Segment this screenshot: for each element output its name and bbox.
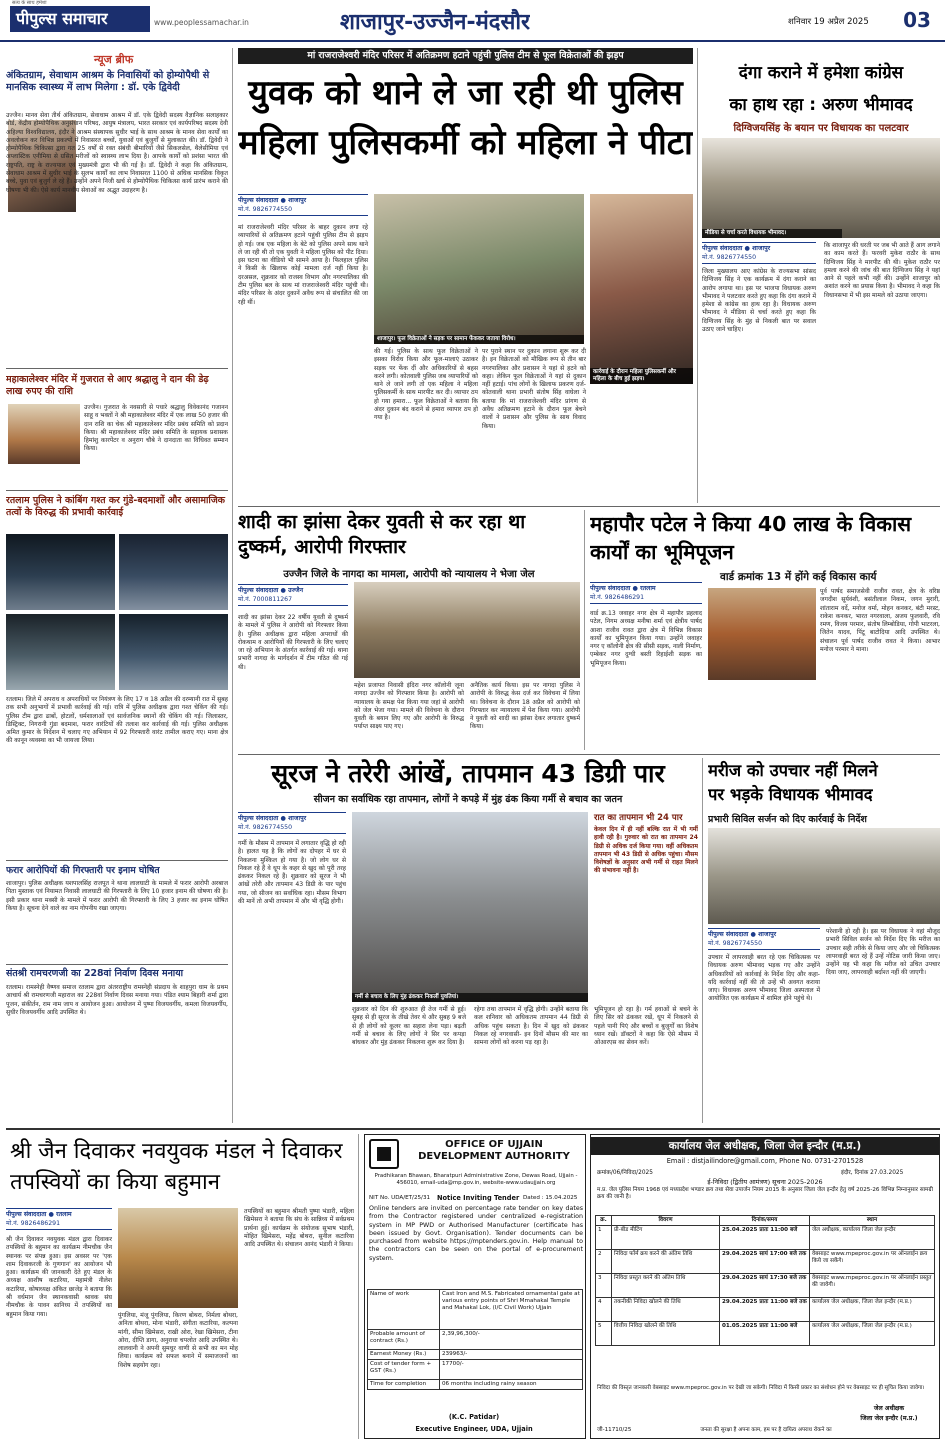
uda-signer: (K.C. Patidar) bbox=[448, 1413, 500, 1421]
jail-subtitle: ई-निविदा (द्वितीय आमंत्रण) सूचना 2025-2026 bbox=[707, 1178, 823, 1186]
mayor-byline-mobile: मो.नं. 9826486291 bbox=[590, 594, 645, 601]
brief-5-title: संतश्री रामचरणजी का 228वां निर्वाण दिवस मनाया bbox=[6, 968, 184, 979]
congress-story bbox=[702, 48, 940, 503]
heat-col-4: भूमिपूजन हो रहा है। गर्म हवाओं से बचने के लिए सिर को ढंककर रखें, धूप में निकलने से पहले पानी पिएं और बच्चों व बुजुर्गों का विशेष ध्यान रखें। डॉक्टरों ने कहा कि ऐसे मौसम में ओआरएस का सेवन करें। bbox=[594, 1006, 698, 1047]
donation-photo bbox=[8, 404, 80, 464]
jail-cell: 01.05.2025 प्रातः 11:00 बजे bbox=[720, 1322, 810, 1346]
jail-cell: 3 bbox=[596, 1274, 612, 1298]
heat-photo-caption: गर्मी से बचाव के लिए मुंह ढंककर निकलीं युवतियां। bbox=[352, 993, 588, 1002]
rape-byline bbox=[238, 584, 348, 606]
mayor-kicker: वार्ड क्रमांक 13 में होंगे कई विकास कार्य bbox=[720, 571, 877, 583]
jain-story bbox=[6, 1134, 354, 1439]
congress-byline-name: पीपुल्स संवाददाता ● शाजापुर bbox=[702, 245, 771, 252]
rape-photo bbox=[354, 582, 580, 678]
patient-photo bbox=[708, 828, 940, 924]
masthead-tag: सत्य के साथ हमेशा bbox=[12, 0, 47, 6]
lead-photo-market bbox=[374, 194, 584, 344]
jail-intro: म.प्र. जेल पुलिस नियम 1968 एवं मध्यप्रदेश भण्डार क्रय तथा सेवा उपार्जन नियम 2015 के अनुसार जिला जेल इन्दौर हेतु वर्ष 2025-26 विभिन्न निम्नानुसार सामग्री क्रय की जानी है। bbox=[597, 1187, 933, 1201]
jail-cell: 2 bbox=[596, 1250, 612, 1274]
heat-byline bbox=[238, 812, 346, 834]
police-patrol-photo-1 bbox=[6, 534, 115, 610]
jail-title: कार्यालय जेल अधीक्षक, जिला जेल इन्दौर (म.प्र.) bbox=[591, 1137, 939, 1155]
jail-header-cell: विवरण bbox=[612, 1216, 720, 1226]
uda-table-grid bbox=[367, 1289, 583, 1390]
rape-col-2: महेश प्रजापत निवासी इंदिरा नगर कॉलोनी जूना नागदा उज्जैन को गिरफ्तार किया है। आरोपी को न्यायालय के समक्ष पेश किया गया जहां से आरोपी को जेल भेजा गया। मामले की विवेचना के दौरान युवती के बयान लिए गए और आरोपी के विरुद्ध पर्याप्त साक्ष्य पाए गए। bbox=[354, 682, 464, 731]
news-brief-label: न्यूज ब्रीफ bbox=[94, 53, 134, 66]
lead-photo-women bbox=[590, 194, 693, 384]
lead-byline bbox=[238, 194, 368, 216]
uda-tender-ad bbox=[364, 1134, 586, 1439]
heat-story bbox=[238, 758, 698, 1123]
brief-1-title: अंकितग्राम, सेवाधाम आश्रम के निवासियों को होम्योपैथी से मानसिक स्वास्थ्य में लाभ मिलेगा : डॉ. एके द्विवेदी bbox=[6, 70, 210, 93]
uda-logo-mark bbox=[377, 1147, 391, 1161]
uda-row-value: 17700/- bbox=[440, 1360, 583, 1380]
uda-row-key: Time for completion bbox=[368, 1380, 440, 1390]
rape-kicker: उज्जैन जिले के नागदा का मामला, आरोपी को न्यायालय ने भेजा जेल bbox=[283, 569, 535, 580]
congress-col-1: जिला मुख्यालय आए कांग्रेस के राज्यसभा सांसद दिग्विजय सिंह ने एक कार्यक्रम में दंगा कराने का आरोप लगाया था। इस पर भाजपा विधायक अरुण भीमावद ने पलटवार करते हुए कहा कि दंगा कराने में हमेशा से कांग्रेस का हाथ रहा है। विधायक अरुण भीमावद ने मीडिया से चर्चा करते हुए कहा कि दिग्विजय सिंह के मुंह से निकली बात पर सवाल उठाए जाने चाहिए। bbox=[702, 268, 816, 334]
jail-code: जी-11710/25 bbox=[597, 1427, 632, 1433]
congress-col-2: कि शाजापुर की धरती पर जब भी आते हैं आग लगाने का काम करते हैं। फरवरी मुकेश राठौर के साथ दिग्विजय सिंह ने मारपीट की थी। मुकेश राठौर पर हमला करने की जांच की बात दिग्विजय सिंह ने यहां आने से पहले कभी नहीं की। उन्होंने शाजापुर को अशांत करने का प्रयास किया है। भीमावद ने कहा कि विधानसभा में भी इस मामले को उठाया जाएगा। bbox=[824, 242, 940, 299]
mayor-col-1: वार्ड क्र.13 जवाहर नगर क्षेत्र में महापौर प्रहलाद पटेल, निगम अध्यक्ष मनीषा शर्मा एवं क्षेत्रीय पार्षद आशा राजीव रावत द्वारा क्षेत्र में विभिन्न विकास कार्यों का भूमिपूजन किया गया। उन्होंने जवाहर नगर ए कॉलोनी क्षेत्र की सीसी सड़क, नाली निर्माण, एम्बेकर नगर दुग्धी बस्ती रिहाईशी सड़क का भूमिपूजन किया। bbox=[590, 610, 702, 667]
jail-ref: क्रमांक/06/निविदा/2025 bbox=[597, 1170, 653, 1176]
uda-row-key: Name of work bbox=[368, 1290, 440, 1330]
uda-row-value: 239963/- bbox=[440, 1350, 583, 1360]
uda-row-value: Cast Iron and M.S. Fabricated ornamental gate at various entry points of Shri Mmahakal Temple and Mahakal Lok, (I/C Civil Work) Ujjain bbox=[440, 1290, 583, 1330]
jail-table-row bbox=[596, 1322, 935, 1346]
uda-row bbox=[368, 1360, 583, 1380]
brief-2-body: उज्जैन। गुजरात के नवसारी से पधारे श्रद्धालु विवेकानंद गजानन साहू व भक्तों ने श्री महाकालेश्वर मंदिर में एक लाख 50 हजार की दान राशि का चेक श्री महाकालेश्वर मंदिर प्रबंध समिति को प्रदान किया। श्री महाकालेश्वर मंदिर प्रबंध समिति के सहायक प्रशासक हिमांशु कारपेंटर व अनुराग चौबे ने दानदाता का विधिवत सम्मान किया। bbox=[84, 404, 228, 453]
jail-slogan: जनता की सुरक्षा है अपना काम, हम पर है दायित्व अपराध रोकने का bbox=[700, 1427, 832, 1433]
jail-cell: तकनीकी निविदा खोलने की तिथि bbox=[612, 1298, 720, 1322]
uda-row bbox=[368, 1350, 583, 1360]
jail-tender-ad bbox=[590, 1134, 940, 1439]
jail-cell: 1 bbox=[596, 1226, 612, 1250]
jail-table bbox=[595, 1215, 935, 1346]
mayor-col-2: पूर्व पार्षद समाजसेवी राजीव रावत, क्षेत्र के वरिष्ठ जगदीश सूर्यवंशी, बसंतीलाल निकम, जगन मुरारी, शांताराम वर्दे, मनोज वर्मा, मोहन कनकर, बंटी मरस्ट, राकेश कनकर, भारत नगरवाला, अजय फुलवारी, रवि रमण, विजय परमार, संतोष लिम्बोडिया, गोपी भाटरला, जितेन यादव, पिंटू बाटोदिया आदि उपस्थित थे। संचालन पूर्व पार्षद राजीव रावत ने किया। आभार मनोज परमार ने माना। bbox=[820, 588, 940, 654]
jail-cell: वित्तीय निविदा खोलने की तिथि bbox=[612, 1322, 720, 1346]
uda-table bbox=[367, 1289, 583, 1390]
jail-cell: निविदा प्रस्तुत करने की अंतिम तिथि bbox=[612, 1274, 720, 1298]
news-brief-column bbox=[6, 48, 228, 1123]
jain-headline: श्री जैन दिवाकर नवयुवक मंडल ने दिवाकर तपस्वियों का किया बहुमान bbox=[10, 1139, 343, 1195]
page-number: 03 bbox=[903, 8, 931, 32]
congress-photo-caption: मीडिया से चर्चा करते विधायक भीमावद। bbox=[702, 229, 842, 238]
congress-byline bbox=[702, 242, 816, 264]
issue-date: शनिवार 19 अप्रैल 2025 bbox=[788, 17, 869, 27]
jail-table-header bbox=[596, 1216, 935, 1226]
jain-byline-mobile: मो.नं. 9826486291 bbox=[6, 1220, 61, 1227]
patient-byline bbox=[708, 928, 820, 950]
brief-1-body: उज्जैन। मानव सेवा तीर्थ अंकितग्राम, सेवाधाम आश्रम में डॉ. एके द्विवेदी सदस्य वैज्ञानिक सलाहकार बोर्ड, केंद्रीय होम्योपैथिक अनुसंधान परिषद, आयुष मंत्रालय, भारत सरकार एवं कार्यपरिषद सदस्य देवी अहिल्या विश्वविद्यालय, इंदौर ने आश्रम संस्थापक सुधीर भाई के साथ आश्रम के मानव सेवा कार्यों का अवलोकन कर विभिन्न प्रकल्पों में निवासरत बच्चों, युवाओं एवं बुजुर्गों से मुलाकात की। डॉ. द्विवेदी ने होम्योपैथिक चिकित्सा द्वारा गत 25 वर्षों से रक्त संबंधी बीमारियों जैसे सिकलसेल, थैलेसीमिया एवं अप्लास्टिक एनीमिया से ग्रसित मरीजों को स्वास्थ्य लाभ दिया है। आपके कार्यों को प्रशंसा भारत की राष्ट्रपति, राष्ट्र के राज्यपाल एवं मुख्यमंत्री द्वारा भी की गई है। डॉ. द्विवेदी ने कहा कि अंकितग्राम, सेवाधाम आश्रम में सुधीर भाई के सुलभ कार्यों का लाभ निवासरत 1100 से अधिक मानसिक विकृत बच्चे, युवा एवं बुजुर्ग ले रहे हैं। उन्होंने अपने निजी खर्च से होम्योपैथिक चिकित्सा कार्य प्रारंभ कराने की घोषणा भी की। ऐसे कार्य मानवीय सेवाओं का अद्भुत उदाहरण है। bbox=[6, 112, 228, 194]
lead-kicker: मां राजराजेश्वरी मंदिर परिसर में अतिक्रमण हटाने पहुंची पुलिस टीम से फूल विक्रेताओं की झड़प bbox=[238, 48, 693, 64]
uda-row-key: Cost of tender form + GST (Rs.) bbox=[368, 1360, 440, 1380]
jain-col-1: श्री जैन दिवाकर नवयुवक मंडल द्वारा दिवाकर तपस्वियों के बहुमान का कार्यक्रम नीमचौक जैन स्थानक पर संपन्न हुआ। इस अवसर पर 'एक शाम दिवाकरजी के गुणगान' का आयोजन भी हुआ। कार्यक्रम की जानकारी देते हुए मंडल के अध्यक्ष आशीष कटारिया, महामंत्री नीलेश कटारिया, कोषाध्यक्ष अंकित छाजेड़ ने बताया कि श्री वर्धमान जैन स्थानकवासी श्रावक संघ नीमचौक के पावन सानिध्य में तपस्वियों का बहुमान किया गया। bbox=[6, 1236, 112, 1318]
jail-cell: कार्यालय जेल अधीक्षक, जिला जेल इन्दौर (म.प्र.) bbox=[810, 1298, 935, 1322]
edition-title: शाजापुर-उज्जैन-मंदसौर bbox=[340, 10, 531, 35]
jail-dated: इंदौर, दिनांक 27.03.2025 bbox=[841, 1170, 904, 1176]
jail-cell: 4 bbox=[596, 1298, 612, 1322]
jain-col-3: तपस्वियों का बहुमान श्रीमती पुष्पा भंडारी, महिला खिमेसरा ने बताया कि संघ के सान्निध्य में सर्वप्रथम प्रार्थना हुई। कार्यक्रम के संयोजक सुभाष भंडारी, मोहित खिमेसरा, महेंद्र बोथरा, सुनील कटारिया आदि उपस्थित थे। संचालन आनंद भंडारी ने किया। bbox=[244, 1208, 354, 1249]
jail-table-grid bbox=[595, 1215, 935, 1346]
heat-col-2: शुक्रवार को दिन की शुरुआत ही तेज गर्मी से हुई। सुबह से ही सूरज के तीखे तेवर थे और सुबह 9 बजे से ही लोगों को कूलर का सहारा लेना पड़ा। बढ़ती गर्मी से बचाव के लिए लोगों ने सिर पर कपड़ा बांधकर और मुंह ढंककर निकलना शुरू कर दिया है। bbox=[352, 1006, 466, 1047]
rape-col-3: अनैतिक कार्य किया। इस पर नागदा पुलिस ने आरोपी के विरुद्ध केस दर्ज कर विवेचना में लिया था। विवेचना के दौरान 18 अप्रैल को आरोपी को गिरफ्तार कर न्यायालय में पेश किया गया। आरोपी ने युवती को शादी का झांसा देकर लगातार दुष्कर्म किया। bbox=[470, 682, 580, 731]
lead-story bbox=[238, 48, 693, 503]
uda-body: Online tenders are invited on percentage rate tender on key dates from the Contractor registered under centralized e-registration system in MP PWD or Authorised Manufacturer (certificate has been issued by Govt. Organisation). Tender documents can be purchased from website https://mptenders.gov.in. Help manual to the contractors can be seen on the portal of e-procurement system. bbox=[369, 1205, 583, 1262]
jail-note: निविदा की विस्तृत जानकारी वेबसाइट www.mpeproc.gov.in पर देखी जा सकेगी। निविदा में किसी प्रकार का संशोधन होने पर वेबसाइट पर ही सूचित किया जावेगा। bbox=[597, 1385, 925, 1391]
jail-cell: जेल अधीक्षक, कार्यालय जिला जेल इन्दौर bbox=[810, 1226, 935, 1250]
jail-cell: प्री-बीड मीटिंग bbox=[612, 1226, 720, 1250]
heat-byline-name: पीपुल्स संवाददाता ● शाजापुर bbox=[238, 815, 307, 822]
jail-cell: 29.04.2025 प्रातः 11:00 बजे तक bbox=[720, 1298, 810, 1322]
brief-3-body: रतलाम। जिले में अपराध व अपराधियों पर नियंत्रण के लिए 17 व 18 अप्रैल की दरम्यानी रात में सुबह तक सभी अनुभागों में प्रभावी कार्रवाई की गई। रात्रि में पुलिस अधीक्षक द्वारा गश्त चेकिंग की गई। पुलिस टीम द्वारा ढाबों, होटलों, धर्मशालाओं एवं सार्वजनिक स्थानों की चेकिंग की गई। जिलास्तर, डिस्ट्रिक्ट, निगरानी गुंडा बदमाश, फरार वारंटियों की तलाश कर कार्रवाई की गई। पुलिस अधीक्षक अमित कुमार के निर्देशन में चलाए गए अभियान में 92 गिरफ्तारी वारंट तामील कराए गए। माना क्षेत्र की कानून व्यवस्था का भी जायजा लिया। bbox=[6, 696, 228, 745]
brief-4-body: शाजापुर। पुलिस अधीक्षक यशपालसिंह राजपूत ने थाना लालघाटी के मामले में फरार आरोपी अरबाज पिता मुस्ताक एवं नियामत निवासी लालघाटी की गिरफ्तारी के लिए 10 हजार इनाम की घोषणा की है। इसी प्रकार थाना मक्सी के मामले में फरार आरोपी की गिरफ्तारी के लिए 3 हजार का इनाम घोषित किया है। सूचना देने वाले का नाम गोपनीय रखा जाएगा। bbox=[6, 880, 228, 912]
lead-byline-mobile: मो.नं. 9826774550 bbox=[238, 206, 293, 213]
uda-title: OFFICE OF UJJAIN DEVELOPMENT AUTHORITY bbox=[418, 1139, 570, 1162]
police-patrol-photo-4 bbox=[119, 614, 228, 690]
patient-col-2: परेशानी हो रही है। इस पर विधायक ने वहां मौजूद प्रभारी सिविल सर्जन को निर्देश दिए कि मरीज का उपचार सही तरीके से किया जाए और जो चिकित्सक लापरवाही बरत रहे हैं उन्हें नोटिस जारी किया जाए। उन्होंने यह भी कहा कि मरीज को उचित उपचार दिया जाए, लापरवाही बर्दाश्त नहीं की जाएगी। bbox=[826, 928, 940, 977]
heat-sidebar-body: केवल दिन में ही नहीं बल्कि रात में भी गर्मी हावी रही है। गुरुवार को रात का तापमान 24 डिग्री से अधिक दर्ज किया गया। वहीं अधिकतम तापमान भी 43 डिग्री से अधिक पहुंचा। मौसम विशेषज्ञों के अनुसार अभी गर्मी से राहत मिलने की संभावना नहीं है। bbox=[594, 826, 698, 875]
patient-col-1: उपचार में लापरवाही बरत रहे एक चिकित्सक पर विधायक अरुण भीमावद भड़क गए और उन्होंने अधिकारियों को कार्रवाई के निर्देश दिए और कहा- यदि कार्रवाई नहीं की तो उन्हें भी अवगत कराया जाए। विधायक अरुण भीमावद जिला अस्पताल में आयोजित एक कार्यक्रम में शामिल होने पहुंचे थे। bbox=[708, 954, 820, 1003]
jail-table-row bbox=[596, 1250, 935, 1274]
brief-3-title: रतलाम पुलिस ने कांबिंग गश्त कर गुंडे-बदमाशों और असामाजिक तत्वों के विरुद्ध की प्रभावी कार्रवाई bbox=[6, 495, 225, 518]
masthead-logo bbox=[10, 6, 150, 32]
uda-notice: Notice Inviting Tender bbox=[437, 1194, 520, 1202]
lead-photo-caption-1: शाजापुर। फूल विक्रेताओं ने सड़क पर सामान फेंककर जताया विरोध। bbox=[374, 335, 584, 344]
mayor-byline bbox=[590, 582, 702, 604]
jail-signer: जेल अधीक्षक bbox=[873, 1405, 905, 1412]
mayor-byline-name: पीपुल्स संवाददाता ● रतलाम bbox=[590, 585, 656, 592]
jain-byline bbox=[6, 1208, 112, 1230]
jail-table-row bbox=[596, 1274, 935, 1298]
uda-row bbox=[368, 1330, 583, 1350]
jail-cell: वेबसाइट www.mpeproc.gov.in पर ऑनलाईन प्रस्तुत की जावेगी। bbox=[810, 1274, 935, 1298]
jain-byline-name: पीपुल्स संवाददाता ● रतलाम bbox=[6, 1211, 72, 1218]
uda-address: Pradhikaran Bhawan, Bharatpuri Administrative Zone, Dewas Road, Ujjain - 456010, email-uda@mp.gov.in, website-www.udaujjain.org bbox=[374, 1173, 578, 1186]
jail-header-cell: स्थान bbox=[810, 1216, 935, 1226]
lead-photo-caption-2: कार्रवाई के दौरान महिला पुलिसकर्मी और महिला के बीच हुई झड़प। bbox=[590, 368, 693, 384]
jail-table-row bbox=[596, 1298, 935, 1322]
heat-headline: सूरज ने तरेरी आंखें, तापमान 43 डिग्री पार bbox=[271, 759, 665, 788]
rape-col-1: शादी का झांसा देकर 22 वर्षीय युवती से दुष्कर्म के मामले में पुलिस ने आरोपी को गिरफ्तार किया है। पुलिस अधीक्षक द्वारा महिला अपराधों की रोकथाम व आरोपियों की गिरफ्तारी के लिए चलाए जा रहे अभियान के अंतर्गत कार्रवाई की गई। थाना प्रभारी नागदा के मार्गदर्शन में टीम गठित की गई थी। bbox=[238, 614, 348, 671]
lead-byline-name: पीपुल्स संवाददाता ● शाजापुर bbox=[238, 197, 307, 204]
uda-row bbox=[368, 1380, 583, 1390]
heat-col-3: रहेगा तथा तापमान में वृद्धि होगी। उन्होंने बताया कि कल शनिवार को अधिकतम तापमान 44 डिग्री से अधिक पहुंच सकता है। दिन में खुद को ढंककर निकल रहे नगरवासी- इन दिनों मौसम की मार का सामना लोगों को करना पड़ रहा है। bbox=[474, 1006, 588, 1047]
patient-headline-2: पर भड़के विधायक भीमावद bbox=[708, 785, 873, 804]
masthead bbox=[0, 0, 945, 42]
patient-headline-1: मरीज को उपचार नहीं मिलने bbox=[708, 761, 878, 780]
jail-header-cell: दिनांक/समय bbox=[720, 1216, 810, 1226]
patient-kicker: प्रभारी सिविल सर्जन को दिए कार्रवाई के निर्देश bbox=[708, 814, 867, 825]
lead-col-1: मां राजराजेश्वरी मंदिर परिसर के बाहर दुकान लगा रहे व्यापारियों से अतिक्रमण हटाने पहुंची पुलिस टीम से झड़प हो गई। जब एक महिला के बेटे को पुलिस अपने साथ थाने ले जा रही थी तो एक युवती ने महिला पुलिस को पीट दिया। इस घटना का वीडियो भी सामने आया है। फिलहाल पुलिस ने किसी के खिलाफ कोई मामला दर्ज नहीं किया है। दरअसल, शुक्रवार को राजस्व विभाग और नगरपालिका की टीम पुलिस बल के साथ मां राजराजेश्वरी मंदिर पहुंची थी। मंदिर परिसर के अंदर दुकानें अवैध रूप से संचालित की जा रही थीं। bbox=[238, 224, 368, 306]
jail-cell: कार्यालय जेल अधीक्षक, जिला जेल इन्दौर (म.प्र.) bbox=[810, 1322, 935, 1346]
uda-row bbox=[368, 1290, 583, 1330]
uda-signer-title: Executive Engineer, UDA, Ujjain bbox=[415, 1425, 533, 1433]
congress-kicker: दिग्विजयसिंह के बयान पर विधायक का पलटवार bbox=[733, 123, 909, 134]
heat-kicker: सीजन का सर्वाधिक रहा तापमान, लोगों ने कपड़े में मुंह ढंक किया गर्मी से बचाव का जतन bbox=[313, 794, 623, 805]
uda-dated: Dated : 15.04.2025 bbox=[523, 1195, 578, 1201]
lead-col-3: पर पुराने स्थान पर दुकान लगाना शुरू कर दी है। इन विक्रेताओं को मौखिक रूप से तीन बार नगरपालिका और प्रशासन ने यहां से हटने को कहा। लेकिन फूल विक्रेताओं ने यहां से दुकान नहीं हटाई। पांच लोगों के खिलाफ प्रकरण दर्ज- कोतवाली थाना प्रभारी संतोष सिंह वाघेला ने बताया कि मां राजराजेश्वरी मंदिर प्रांगण से अवैध अतिक्रमण हटाने के दौरान फूल बेचने वालों ने प्रशासन और पुलिस के साथ विवाद किया। bbox=[482, 348, 586, 430]
police-patrol-photo-2 bbox=[119, 534, 228, 610]
congress-byline-mobile: मो.नं. 9826774550 bbox=[702, 254, 757, 261]
rape-headline: शादी का झांसा देकर युवती से कर रहा था दुष्कर्म, आरोपी गिरफ्तार bbox=[238, 511, 526, 558]
masthead-url[interactable]: www.peoplessamachar.in bbox=[154, 18, 249, 27]
heat-byline-mobile: मो.नं. 9826774550 bbox=[238, 824, 293, 831]
congress-headline-1: दंगा कराने में हमेशा कांग्रेस bbox=[738, 63, 904, 83]
uda-row-key: Probable amount of contract (Rs.) bbox=[368, 1330, 440, 1350]
patient-byline-name: पीपुल्स संवाददाता ● शाजापुर bbox=[708, 931, 777, 938]
jail-cell: निविदा फॉर्म क्रय करने की अंतिम तिथि bbox=[612, 1250, 720, 1274]
heat-sidebar-title: रात का तापमान भी 24 पार bbox=[594, 813, 683, 823]
patient-story bbox=[708, 758, 940, 1123]
jain-photo bbox=[118, 1208, 238, 1308]
jail-cell: 29.04.2025 सायं 17:00 बजे तक bbox=[720, 1250, 810, 1274]
uda-row-value: 2,39,96,300/- bbox=[440, 1330, 583, 1350]
heat-photo bbox=[352, 812, 588, 1002]
brief-2-title: महाकालेश्वर मंदिर में गुजरात से आए श्रद्धालु ने दान की डेढ़ लाख रुपए की राशि bbox=[6, 374, 209, 397]
jail-header-cell: क्र. bbox=[596, 1216, 612, 1226]
patient-byline-mobile: मो.नं. 9826774550 bbox=[708, 940, 763, 947]
congress-photo bbox=[702, 138, 940, 238]
jail-table-row bbox=[596, 1226, 935, 1250]
masthead-logo-text: पीपुल्स समाचार bbox=[16, 9, 108, 28]
rape-byline-mobile: मो.नं. 7000811267 bbox=[238, 596, 293, 603]
jail-cell: 25.04.2025 प्रातः 11:00 बजे bbox=[720, 1226, 810, 1250]
brief-4-title: फरार आरोपियों की गिरफ्तारी पर इनाम घोषित bbox=[6, 865, 160, 876]
rape-story bbox=[238, 510, 580, 750]
jain-col-2: पुंगलिया, मंजू पुंगलिया, किरण बोथरा, निर्मला बोथरा, अनिता बोथरा, मोना भंडारी, संगीता कटारिया, कल्पना मांगी, सीमा खिमेसरा, राखी ओरा, रेखा खिमेसरा, टीना ओरा, दीप्ति डागा, अनुराधा चपलोत आदि उपस्थित थे। लालवानी ने अपनी सुमधुर वाणी से सभी का मन मोह लिया। कार्यक्रम को सफल बनाने में समाजजनों का विशेष सहयोग रहा। bbox=[118, 1312, 238, 1369]
uda-row-value: 06 months including rainy season bbox=[440, 1380, 583, 1390]
lead-col-2: की गई। पुलिस के साथ फूल विक्रेताओं ने इसका विरोध किया और फूल-मालाएं उठाकर सड़क पर फेंक दीं और अधिकारियों से बहस करने लगी। कोतवाली पुलिस जब व्यापारियों को थाने ले जाने लगी तो एक महिला ने महिला पुलिसकर्मी के साथ मारपीट कर दी। व्यापार ठप हो गया हमारा... फूल विक्रेताओं ने बताया कि अंदर दुकान बंद कराने से हमारा व्यापार ठप हो गया है। bbox=[374, 348, 478, 422]
jail-cell: वेबसाइट www.mpeproc.gov.in पर ऑनलाईन क्रय किये जा सकेंगे। bbox=[810, 1250, 935, 1274]
rape-byline-name: पीपुल्स संवाददाता ● उज्जैन bbox=[238, 587, 304, 594]
police-patrol-photo-3 bbox=[6, 614, 115, 690]
jail-contact: Email : distjailindore@gmail.com, Phone No. 0731-2701528 bbox=[666, 1157, 864, 1165]
uda-nit: NIT No. UDA/ET/25/31 bbox=[369, 1195, 431, 1201]
congress-headline-2: का हाथ रहा : अरुण भीमावद bbox=[729, 95, 913, 115]
uda-logo bbox=[369, 1139, 399, 1169]
jail-cell: 29.04.2025 सायं 17:30 बजे तक bbox=[720, 1274, 810, 1298]
jail-cell: 5 bbox=[596, 1322, 612, 1346]
heat-col-1: गर्मी के मौसम में तापमान में लगातार वृद्धि हो रही है। हालत यह है कि लोगों का दोपहर में घर से निकलना मुश्किल हो गया है। जो लोग घर से निकल रहे हैं वे धूप के कहर से खुद को पूरी तरह ढंककर निकल रहे हैं। शुक्रवार को सूरज ने भी आंखें तरेरी और तापमान 43 डिग्री के पार पहुंच गया, जो सीजन का सर्वाधिक रहा। मौसम विभाग की मानें तो अभी तापमान में और भी वृद्धि होगी। bbox=[238, 840, 346, 906]
uda-row-key: Earnest Money (Rs.) bbox=[368, 1350, 440, 1360]
mayor-story bbox=[590, 510, 940, 750]
lead-headline-2: महिला पुलिसकर्मी को महिला ने पीटा bbox=[238, 123, 693, 163]
mayor-headline: महापौर पटेल ने किया 40 लाख के विकास कार्यों का भूमिपूजन bbox=[590, 512, 912, 564]
jail-signer-place: जिला जेल इन्दौर (म.प्र.) bbox=[860, 1415, 918, 1422]
lead-headline-1: युवक को थाने ले जा रही थी पुलिस bbox=[248, 73, 683, 113]
mayor-photo bbox=[708, 588, 816, 680]
brief-5-body: रतलाम। रामस्नेही वैष्णव समाज रतलाम द्वारा अंतरराष्ट्रीय रामस्नेही संप्रदाय के शाहपुरा धाम के प्रथम आचार्य श्री रामचरणजी महाराज का 228वां निर्वाण दिवस मनाया गया। पंडित श्याम बिहारी शर्मा द्वारा पूजन, संकीर्तन, राम नाम जाप व आयोजन हुआ। आयोजन में पुष्पा विजयवर्गीय, कमला विजयवर्गीय, सुधीर विजयवर्गीय आदि उपस्थित थे। bbox=[6, 984, 228, 1016]
